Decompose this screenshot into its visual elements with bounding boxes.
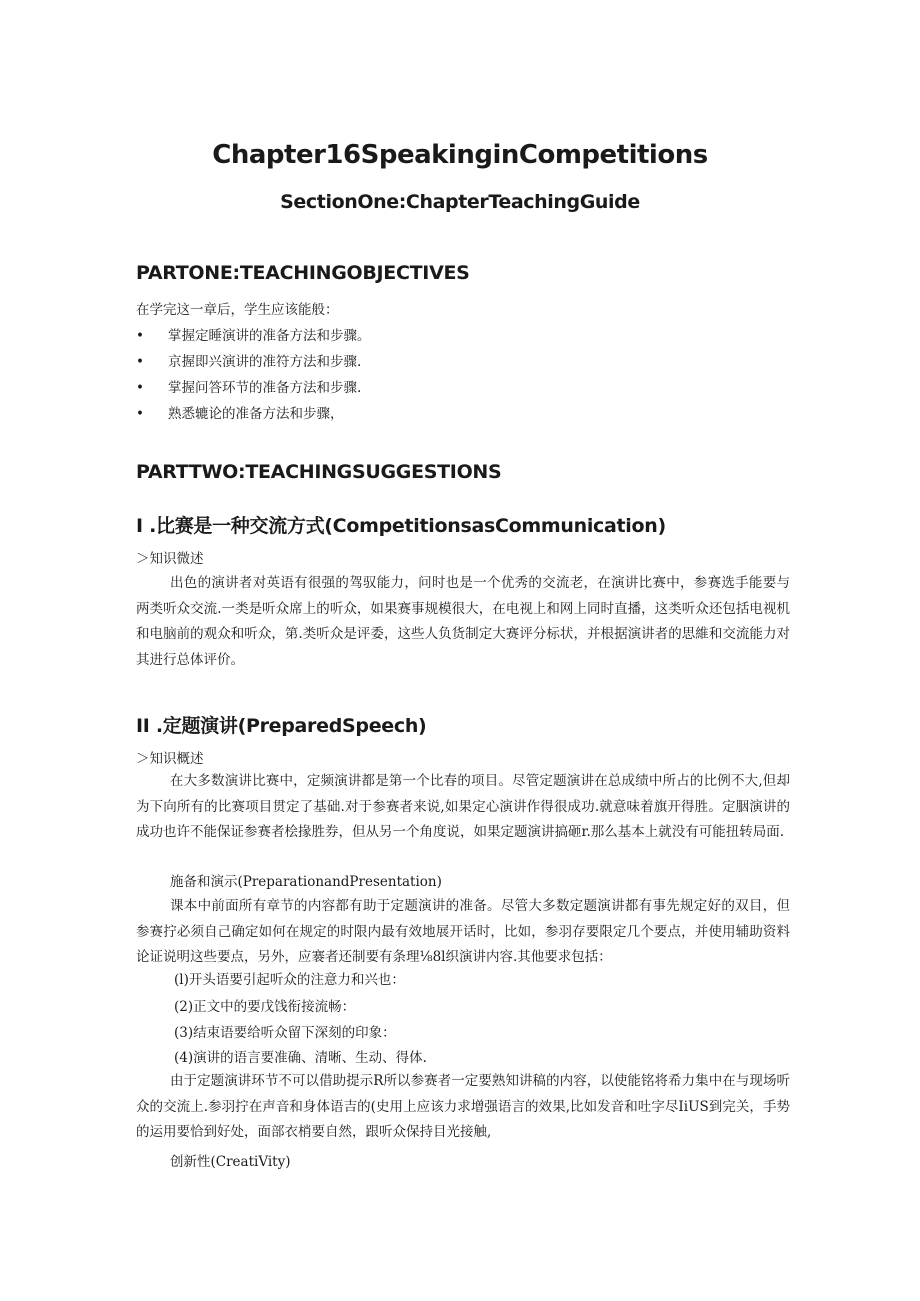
preparation-subheading: 施备和演示(PreparationandPresentation) [170,874,442,890]
objective-item [136,405,344,423]
requirement-item: (l)开头语要引起听众的注意力和兴也： [174,972,405,988]
bullet-icon: • [136,354,144,370]
requirement-item: (2)正文中的要戊饯衔接流畅： [174,999,356,1015]
section-one-label: ＞知识微述 [136,551,204,567]
objective-item [136,327,371,345]
section-subtitle: SectionOne:ChapterTeachingGuide [280,191,640,213]
section-one-paragraph: 出色的演讲者对英语有很强的驾驭能力，问时也是一个优秀的交流老，在演讲比赛中，参赛选手能要与两类听众交流.一类是听众席上的听众，如果赛事规模很大，在电视上和网上同时直播，这类听众还包括电视机和电脑前的观众和听众，第.类听众是评委，这些人负货制定大赛评分标状，并根据演讲者的思維和交流能力对其进行总体评价。 [136,575,790,668]
objective-text: 熟悉辘论的准备方法和步骤， [168,406,344,422]
bullet-icon: • [136,406,144,422]
section-one-heading: I .比赛是一种交流方式(CompetitionsasCommunication) [136,515,666,537]
section-two-paragraph-2: 课本中前面所有章节的内容都有助于定题演讲的准备。尽管大多数定题演讲都有事先规定好的双目，但参赛拧必须自己确定如何在规定的时限内最有效地展开话时，比如，参羽存要限定几个要点，并使用辅助资料论证说明这些要点，另外，应褰者还制要有条理⅛8l织演讲内容.其他要求包括： [136,898,790,965]
bullet-icon: • [136,380,144,396]
section-two-paragraph-1: 在大多数演讲比赛中，定频演讲都是第一个比春的项目。尽管定题演讲在总成绩中所占的比例不大,但却为下向所有的比赛项目贯定了基础.对于参赛者来说,如果定心演讲作得很成功.就意味着旗开得胜。定胭演讲的成功也许不能保证参赛者桧掾胜券，但从另一个角度说，如果定题演讲搞砸r.那么基本上就没有可能扭转局面. [136,773,790,840]
bullet-icon: • [136,328,144,344]
chapter-title: Chapter16SpeakinginCompetitions [212,140,708,170]
objective-text: 掌握问答环节的准备方法和步骤. [168,380,362,396]
section-two-heading: II .定题演讲(PreparedSpeech) [136,715,427,737]
section-two-paragraph-3: 由于定题演讲环节不可以借助提示R所以参赛者一定要熟知讲稿的内容，以使能铭将希力集中在与现场听众的交流上.参羽拧在声音和身体语吉的(史用上应该力求增强语言的效果,比如发音和吐字尽IiUS到完关，手势的运用要恰到好处，面部衣梢要自然，跟听众保持目光接触, [136,1073,790,1140]
section-two-label: ＞知识概述 [136,751,204,767]
objective-item [136,379,361,397]
requirement-item: (3)结束语要给听众留下深刻的印象： [174,1025,396,1041]
part-two-heading: PARTTWO:TEACHINGSUGGESTIONS [136,461,502,483]
objectives-intro: 在学完这一章后，学生应该能般： [136,302,339,318]
objective-text: 京握即兴演讲的准符方法和步骤. [168,354,362,370]
objective-text: 掌握定睡演讲的准备方法和步骤。 [168,328,371,344]
objective-item [136,353,361,371]
requirement-item: (4)演讲的语言要准确、清晰、生动、得体. [174,1050,427,1066]
part-one-heading: PARTONE:TEACHINGOBJECTIVES [136,262,470,284]
creativity-subheading: 创新性(CreatiVity) [170,1154,291,1170]
